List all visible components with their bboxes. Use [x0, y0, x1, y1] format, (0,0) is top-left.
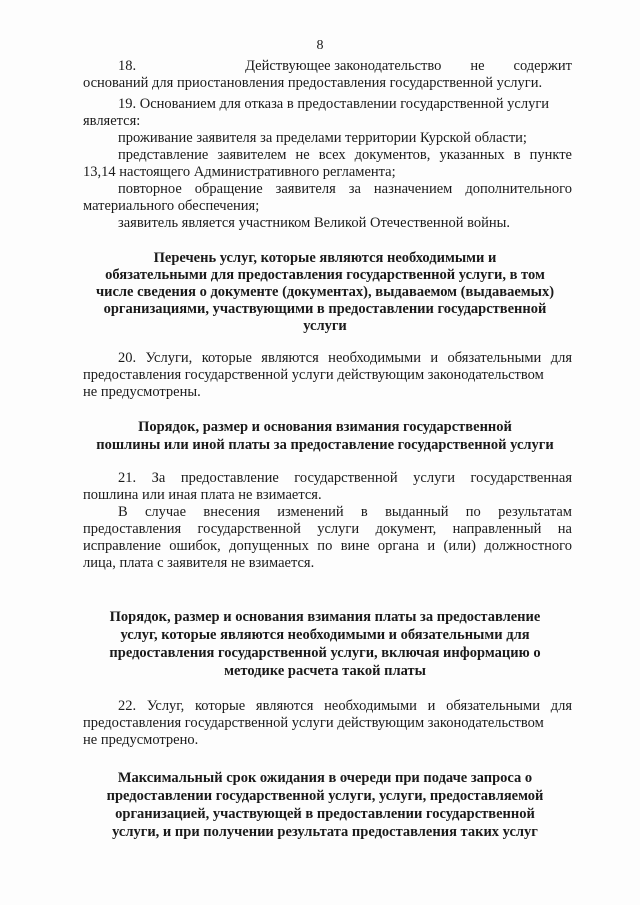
item-18-word: Действующее законодательство: [245, 58, 442, 74]
text-line: 21. За предоставление государственной услуги государственная: [118, 470, 572, 486]
section-heading-line: предоставления государственной услуги, включая информацию о: [109, 645, 541, 661]
page-number: 8: [316, 38, 324, 53]
text-line: предоставления государственной услуги действующим законодательством: [83, 367, 544, 383]
text-line: В случае внесения изменений в выданный по результатам: [118, 504, 572, 520]
text-line: 13,14 настоящего Административного регламента;: [83, 164, 396, 180]
text-line: материального обеспечения;: [83, 198, 260, 214]
text-line: представление заявителем не всех документов, указанных в пункте: [118, 147, 572, 163]
text-line: лица, плата с заявителя не взимается.: [83, 555, 315, 571]
section-heading-line: Порядок, размер и основания взимания платы за предоставление: [109, 609, 541, 625]
text-line: оснований для приостановления предоставления государственной услуги.: [83, 75, 543, 91]
section-heading-line: услуги, и при получении результата предоставления таких услуг: [112, 824, 538, 840]
section-heading-line: услуги: [303, 318, 347, 334]
section-heading-line: организацией, участвующей в предоставлении государственной: [115, 806, 535, 822]
section-heading-line: Максимальный срок ожидания в очереди при подаче запроса о: [117, 770, 533, 786]
section-heading-line: числе сведения о документе (документах), выдаваемом (выдаваемых): [95, 284, 555, 300]
text-line: проживание заявителя за пределами территории Курской области;: [118, 130, 527, 146]
section-heading-line: методике расчета такой платы: [224, 663, 426, 679]
text-line: заявитель является участником Великой Отечественной войны.: [118, 215, 510, 231]
text-line: 20. Услуги, которые являются необходимыми и обязательными для: [118, 350, 572, 366]
section-heading-line: Перечень услуг, которые являются необходимыми и: [153, 250, 497, 266]
item-18-number: 18.: [118, 58, 137, 74]
section-heading-line: пошлины или иной платы за предоставление государственной услуги: [96, 437, 554, 453]
text-line: повторное обращение заявителя за назначением дополнительного: [118, 181, 572, 197]
text-line: не предусмотрено.: [83, 732, 199, 748]
section-heading-line: обязательными для предоставления государственной услуги, в том: [105, 267, 545, 283]
section-heading-line: услуг, которые являются необходимыми и обязательными для: [120, 627, 530, 643]
section-heading-line: организациями, участвующими в предоставлении государственной: [103, 301, 547, 317]
text-line: является:: [83, 113, 141, 129]
section-heading-line: Порядок, размер и основания взимания государственной: [138, 419, 512, 435]
section-heading-line: предоставлении государственной услуги, услуги, предоставляемой: [106, 788, 544, 804]
item-18-first-line: [118, 58, 572, 74]
text-line: исправление ошибок, допущенных по вине органа и (или) должностного: [83, 538, 572, 554]
text-line: предоставления государственной услуги документ, направленный на: [83, 521, 572, 537]
item-18-word: не: [470, 58, 485, 74]
text-line: 22. Услуг, которые являются необходимыми и обязательными для: [118, 698, 572, 714]
text-line: пошлина или иная плата не взимается.: [83, 487, 322, 503]
item-18-word: содержит: [513, 58, 572, 74]
text-line: предоставления государственной услуги действующим законодательством: [83, 715, 544, 731]
text-line: 19. Основанием для отказа в предоставлении государственной услуги: [118, 96, 550, 112]
text-line: не предусмотрены.: [83, 384, 201, 400]
